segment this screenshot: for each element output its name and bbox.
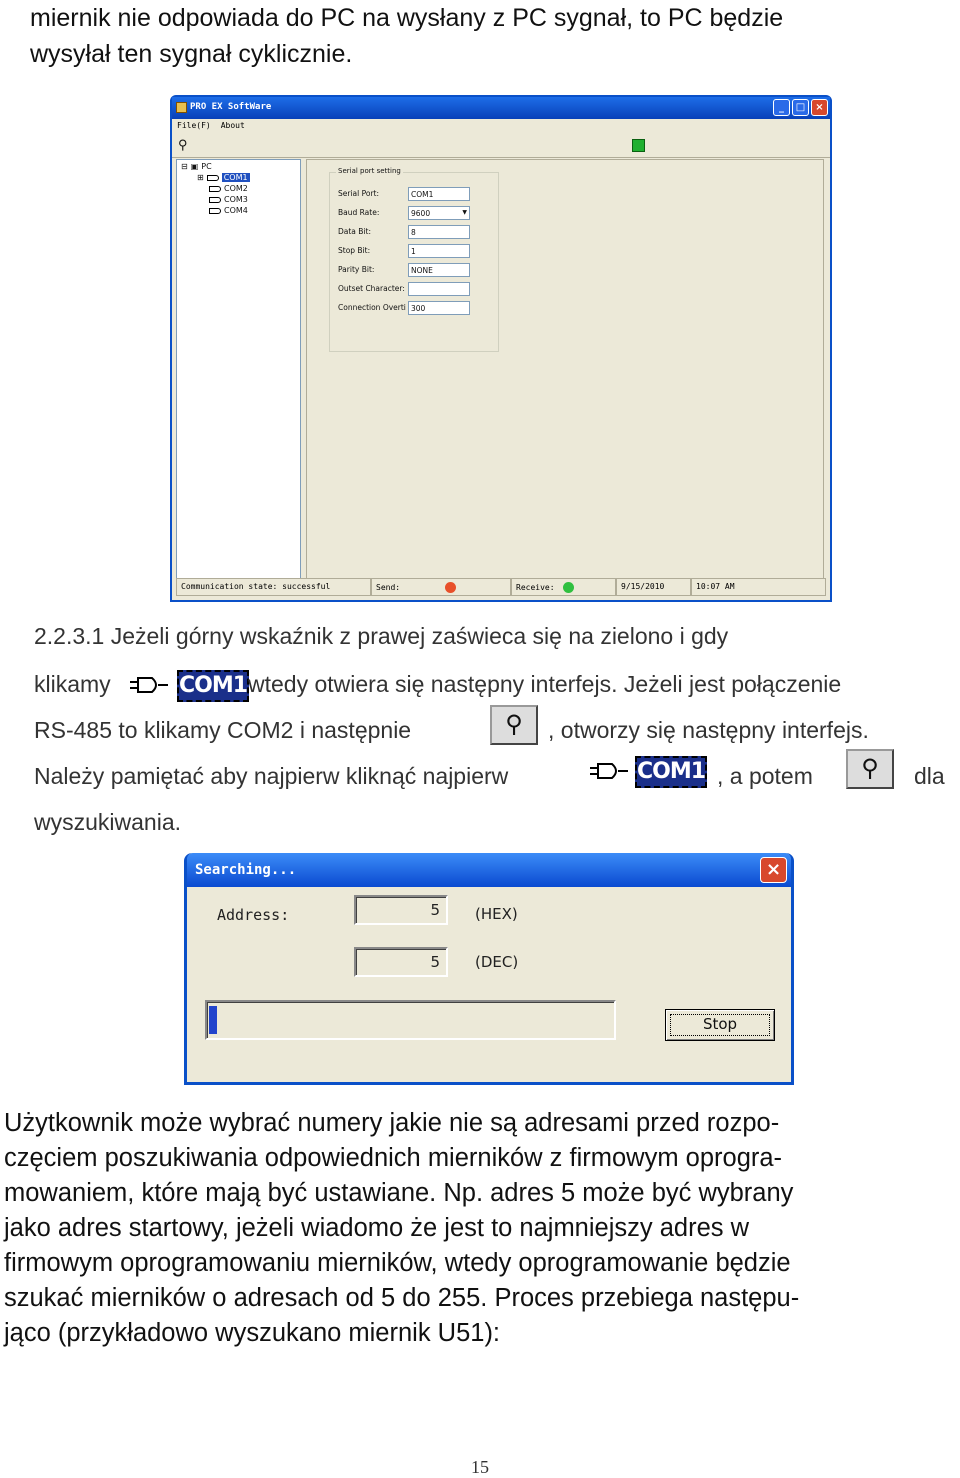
serial-port-group	[329, 167, 499, 352]
minimize-button[interactable]: _	[773, 99, 790, 116]
plug-icon	[209, 197, 221, 203]
communication-state: Communication state: successful	[176, 578, 371, 596]
tree-item-com3[interactable]: COM3	[209, 195, 248, 204]
window-title: PRO EX SoftWare	[190, 102, 272, 112]
pc-icon: ▣	[190, 162, 199, 171]
expand-icon: ⊞	[197, 173, 204, 182]
connection-overtime-field[interactable]: 300	[408, 301, 470, 315]
close-button[interactable]: ×	[811, 99, 828, 116]
progress-fill	[209, 1006, 217, 1034]
plug-icon[interactable]	[590, 763, 628, 779]
baud-rate-label: Baud Rate:	[338, 208, 380, 217]
body-paragraph	[4, 1106, 799, 1351]
section-line-2b: wtedy otwiera się następny interfejs. Jeżeli jest połączenie	[248, 671, 842, 697]
plug-icon	[207, 175, 219, 181]
menu-file[interactable]: File(F)	[177, 121, 211, 130]
section-line-3b: , otworzy się następny interfejs.	[548, 717, 869, 743]
section-line-3a: RS-485 to klikamy COM2 i następnie	[34, 717, 412, 743]
stop-bit-field[interactable]: 1	[408, 244, 470, 258]
serial-port-field[interactable]: COM1	[408, 187, 470, 201]
data-bit-label: Data Bit:	[338, 227, 371, 236]
section-line-4a: Należy pamiętać aby najpierw kliknąć najpierw	[34, 763, 509, 789]
intro-paragraph	[30, 0, 783, 72]
com1-button-icon[interactable]: COM1	[635, 756, 707, 788]
toolbar	[172, 134, 830, 158]
section-line-1: 2.2.3.1 Jeżeli górny wskaźnik z prawej zaświeca się na zielono i gdy	[34, 623, 729, 649]
hex-unit: (HEX)	[475, 905, 518, 923]
menu-about[interactable]: About	[220, 121, 245, 130]
receive-led-icon	[563, 582, 574, 593]
searching-dialog	[184, 853, 794, 1085]
intro-line-2: wysyłał ten sygnał cyklicznie.	[30, 40, 353, 68]
status-bar	[176, 578, 826, 596]
parity-bit-field[interactable]: NONE	[408, 263, 470, 277]
binoculars-icon[interactable]: ⚲	[178, 138, 188, 153]
stop-focus-ring	[670, 1014, 770, 1036]
plug-icon	[209, 208, 221, 214]
tree-item-com1[interactable]: ⊞ COM1	[197, 173, 248, 182]
receive-status: Receive:	[511, 578, 616, 596]
send-status: Send:	[371, 578, 511, 596]
body-line: mowaniem, które mają być ustawiane. Np. adres 5 może być wybrany	[4, 1179, 794, 1207]
dec-unit: (DEC)	[475, 953, 519, 971]
body-line: firmowym oprogramowaniu mierników, wtedy oprogramowanie będzie	[4, 1249, 791, 1277]
app-icon	[176, 102, 187, 113]
outset-character-field[interactable]	[408, 282, 470, 296]
address-dec-field[interactable]: 5	[354, 947, 448, 977]
plug-icon	[209, 186, 221, 192]
tree-root[interactable]: ⊟ ▣ PC	[181, 162, 212, 171]
address-label: Address:	[217, 906, 290, 924]
page-number: 15	[471, 1457, 489, 1477]
stop-label: Stop	[702, 1015, 738, 1033]
status-date: 9/15/2010	[616, 578, 691, 596]
body-line: szukać mierników o adresach od 5 do 255. Proces przebiega następu-	[4, 1284, 800, 1312]
dialog-titlebar	[187, 853, 791, 887]
tree-item-com2[interactable]: COM2	[209, 184, 248, 193]
connection-overtime-label: Connection Overti	[338, 303, 406, 312]
body-line: jąco (przykładowo wyszukano miernik U51):	[4, 1319, 501, 1347]
body-line: Użytkownik może wybrać numery jakie nie są adresami przed rozpo-	[4, 1109, 780, 1137]
plug-icon[interactable]	[130, 677, 168, 693]
stop-bit-label: Stop Bit:	[338, 246, 371, 255]
collapse-icon: ⊟	[181, 162, 188, 171]
port-tree	[176, 159, 301, 579]
maximize-button[interactable]: □	[792, 99, 809, 116]
section-line-5: wyszukiwania.	[34, 809, 181, 835]
status-time: 10:07 AM	[691, 578, 826, 596]
binoculars-icon[interactable]: ⚲	[846, 749, 894, 789]
outset-character-label: Outset Character:	[338, 284, 405, 293]
section-line-2a: klikamy	[34, 671, 111, 697]
send-led-icon	[445, 582, 456, 593]
pro-ex-software-window	[170, 95, 832, 602]
dialog-title: Searching...	[195, 862, 297, 878]
section-line-4c: dla	[914, 763, 945, 789]
window-titlebar	[172, 97, 830, 119]
com1-button-icon[interactable]: COM1	[177, 670, 249, 702]
baud-rate-select[interactable]: 9600 ▼	[408, 206, 470, 220]
body-line: częciem poszukiwania odpowiednich mierników z firmowym oprogra-	[4, 1144, 783, 1172]
stop-button[interactable]	[665, 1009, 775, 1041]
menu-bar	[172, 119, 830, 134]
close-button[interactable]: ×	[760, 857, 787, 883]
parity-bit-label: Parity Bit:	[338, 265, 375, 274]
binoculars-icon[interactable]: ⚲	[490, 705, 538, 745]
section-line-4b: , a potem	[717, 763, 813, 789]
serial-port-label: Serial Port:	[338, 189, 380, 198]
tree-item-com4[interactable]: COM4	[209, 206, 248, 215]
status-indicator-icon	[632, 139, 645, 152]
data-bit-field[interactable]: 8	[408, 225, 470, 239]
group-title: Serial port setting	[338, 167, 401, 175]
body-line: jako adres startowy, jeżeli wiadomo że jest to najmniejszy adres w	[4, 1214, 750, 1242]
address-hex-field[interactable]: 5	[354, 895, 448, 925]
search-progress-bar	[205, 1000, 616, 1040]
settings-panel	[306, 159, 824, 579]
intro-line-1: miernik nie odpowiada do PC na wysłany z PC sygnał, to PC będzie	[30, 4, 784, 32]
